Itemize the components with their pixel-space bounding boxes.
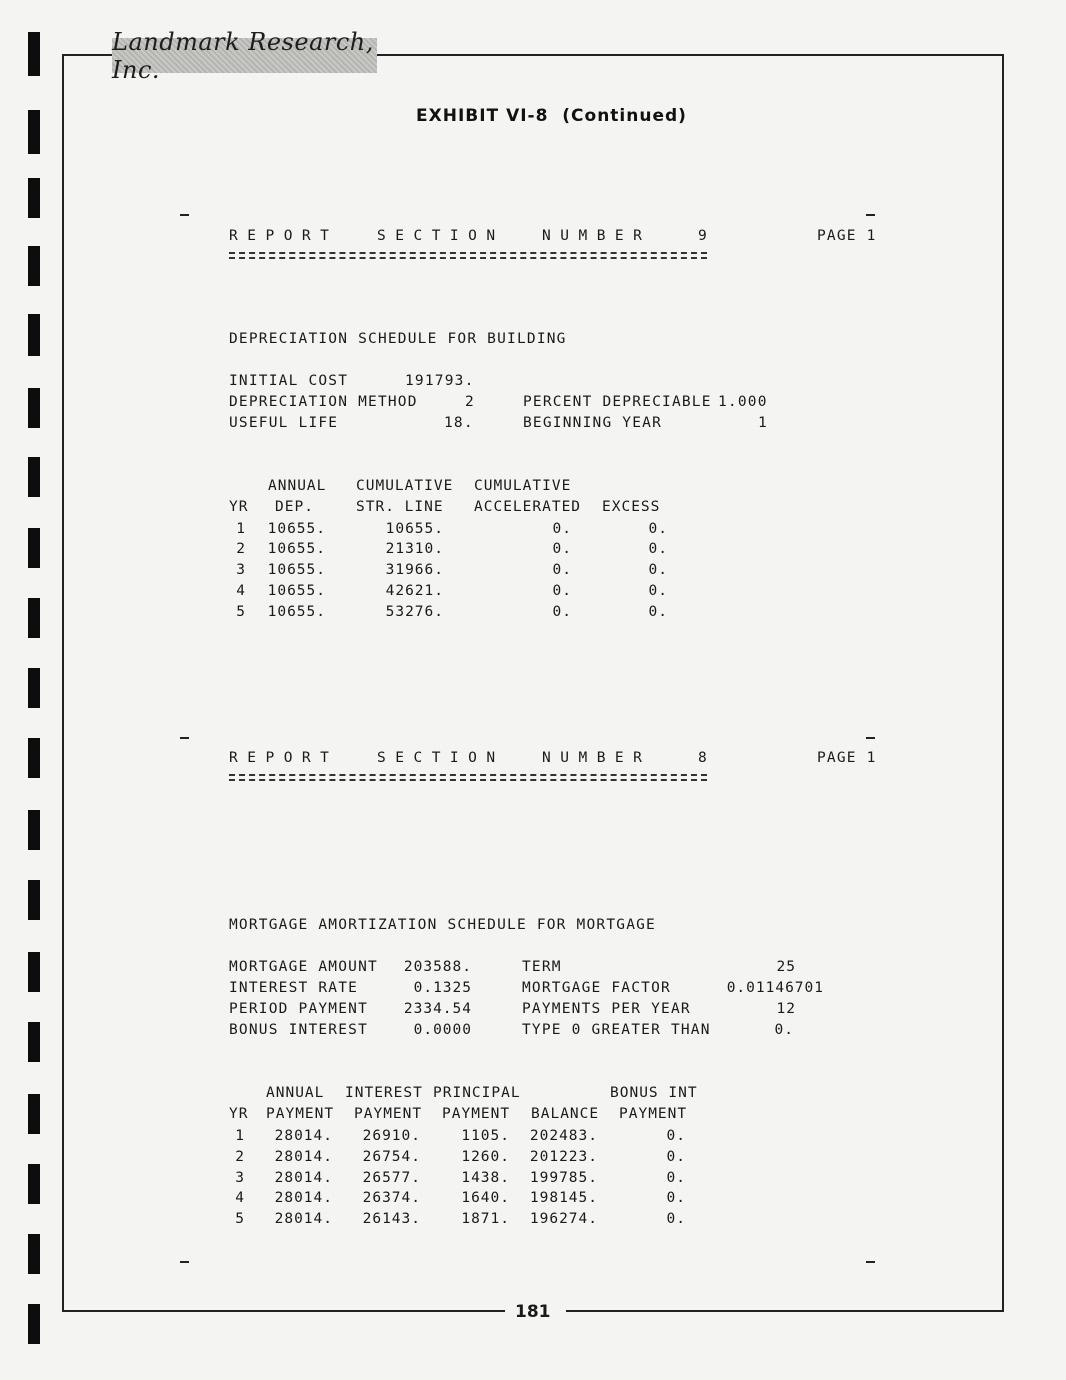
double-rule — [229, 252, 707, 259]
binder-edge — [0, 0, 60, 1380]
table-cell: 1105. — [461, 1128, 510, 1144]
tick-mark — [866, 214, 875, 216]
table-cell: 3 — [236, 562, 246, 578]
dep-method-label: DEPRECIATION METHOD — [229, 394, 418, 410]
number-label: NUMBER — [542, 228, 652, 244]
initial-cost-value: 191793. — [405, 373, 475, 389]
section-label: SECTION — [377, 750, 505, 766]
table-cell: 198145. — [529, 1190, 598, 1206]
col-header: PAYMENT — [442, 1106, 511, 1122]
type-value: 0. — [774, 1022, 794, 1038]
col-header: PAYMENT — [619, 1106, 688, 1122]
tick-mark — [180, 737, 189, 739]
table-cell: 31966. — [385, 562, 444, 578]
frame-rule-right — [566, 1310, 1004, 1312]
table-cell: 28014. — [274, 1128, 333, 1144]
mortgage-factor-value: 0.01146701 — [726, 980, 824, 996]
table-cell: 26577. — [362, 1170, 421, 1186]
mortgage-factor-label: MORTGAGE FACTOR — [522, 980, 671, 996]
company-logo — [112, 27, 377, 84]
table-cell: 0. — [648, 541, 668, 557]
tick-mark — [180, 214, 189, 216]
table-cell: 3 — [235, 1170, 245, 1186]
col-header: ANNUAL — [266, 1085, 325, 1101]
table-cell: 0. — [666, 1170, 686, 1186]
table-cell: 53276. — [385, 604, 444, 620]
col-header: DEP. — [275, 499, 314, 515]
interest-rate-value: 0.1325 — [413, 980, 472, 996]
section-number: 8 — [698, 750, 708, 766]
bonus-interest-label: BONUS INTEREST — [229, 1022, 369, 1038]
col-header: STR. LINE — [356, 499, 444, 515]
table-cell: 4 — [236, 583, 246, 599]
table-cell: 0. — [666, 1211, 686, 1227]
beginning-year-value: 1 — [758, 415, 768, 431]
table-cell: 10655. — [267, 604, 326, 620]
col-header: CUMULATIVE — [356, 478, 454, 494]
table-cell: 0. — [552, 521, 572, 537]
table-cell: 202483. — [529, 1128, 598, 1144]
schedule-title: MORTGAGE AMORTIZATION SCHEDULE FOR MORTGAGE — [229, 917, 656, 933]
table-cell: 26910. — [362, 1128, 421, 1144]
table-cell: 1640. — [461, 1190, 510, 1206]
table-cell: 0. — [666, 1190, 686, 1206]
section-label: SECTION — [377, 228, 505, 244]
beginning-year-label: BEGINNING YEAR — [523, 415, 663, 431]
table-cell: 1438. — [461, 1170, 510, 1186]
table-cell: 0. — [666, 1149, 686, 1165]
bonus-interest-value: 0.0000 — [413, 1022, 472, 1038]
table-cell: 26374. — [362, 1190, 421, 1206]
table-cell: 42621. — [385, 583, 444, 599]
col-header: PAYMENT — [354, 1106, 423, 1122]
col-header: PRINCIPAL — [433, 1085, 521, 1101]
percent-dep-value: 1.000 — [718, 394, 768, 410]
col-header: BALANCE — [531, 1106, 600, 1122]
tick-mark — [866, 1261, 875, 1263]
table-cell: 10655. — [267, 541, 326, 557]
table-cell: 4 — [235, 1190, 245, 1206]
page-number: 181 — [515, 1302, 551, 1322]
table-cell: 5 — [236, 604, 246, 620]
section-number: 9 — [698, 228, 708, 244]
table-cell: 0. — [648, 604, 668, 620]
table-cell: 28014. — [274, 1149, 333, 1165]
table-cell: 2 — [235, 1149, 245, 1165]
table-cell: 10655. — [267, 562, 326, 578]
payments-per-year-value: 12 — [776, 1001, 796, 1017]
schedule-title: DEPRECIATION SCHEDULE FOR BUILDING — [229, 331, 567, 347]
exhibit-title: EXHIBIT VI-8 (Continued) — [416, 106, 687, 126]
table-cell: 5 — [235, 1211, 245, 1227]
table-cell: 199785. — [529, 1170, 598, 1186]
table-cell: 2 — [236, 541, 246, 557]
number-label: NUMBER — [542, 750, 652, 766]
col-header: CUMULATIVE — [474, 478, 572, 494]
col-header: YR — [229, 499, 249, 515]
table-cell: 10655. — [267, 521, 326, 537]
table-cell: 21310. — [385, 541, 444, 557]
table-cell: 10655. — [385, 521, 444, 537]
payments-per-year-label: PAYMENTS PER YEAR — [522, 1001, 691, 1017]
logo-text: Landmark Research, Inc. — [112, 27, 374, 84]
col-header: ANNUAL — [268, 478, 327, 494]
double-rule — [229, 774, 707, 781]
tick-mark — [180, 1261, 189, 1263]
report-label: REPORT — [229, 228, 339, 244]
table-cell: 201223. — [529, 1149, 598, 1165]
col-header: ACCELERATED — [474, 499, 582, 515]
col-header: PAYMENT — [266, 1106, 335, 1122]
table-cell: 0. — [648, 521, 668, 537]
table-cell: 0. — [552, 541, 572, 557]
table-cell: 0. — [648, 562, 668, 578]
period-payment-value: 2334.54 — [403, 1001, 472, 1017]
col-header: INTEREST — [345, 1085, 423, 1101]
table-cell: 28014. — [274, 1190, 333, 1206]
table-cell: 1 — [235, 1128, 245, 1144]
table-cell: 0. — [648, 583, 668, 599]
col-header: YR — [229, 1106, 249, 1122]
term-label: TERM — [522, 959, 562, 975]
table-cell: 26754. — [362, 1149, 421, 1165]
table-cell: 26143. — [362, 1211, 421, 1227]
col-header: EXCESS — [602, 499, 661, 515]
term-value: 25 — [776, 959, 796, 975]
interest-rate-label: INTEREST RATE — [229, 980, 359, 996]
initial-cost-label: INITIAL COST — [229, 373, 349, 389]
type-label: TYPE 0 GREATER THAN — [522, 1022, 711, 1038]
table-cell: 1 — [236, 521, 246, 537]
table-cell: 1871. — [461, 1211, 510, 1227]
table-cell: 0. — [552, 562, 572, 578]
useful-life-value: 18. — [444, 415, 474, 431]
frame-rule-left — [62, 1310, 505, 1312]
report-label: REPORT — [229, 750, 339, 766]
useful-life-label: USEFUL LIFE — [229, 415, 339, 431]
table-cell: 0. — [552, 604, 572, 620]
tick-mark — [866, 737, 875, 739]
table-cell: 196274. — [529, 1211, 598, 1227]
table-cell: 28014. — [274, 1170, 333, 1186]
table-cell: 1260. — [461, 1149, 510, 1165]
table-cell: 0. — [552, 583, 572, 599]
period-payment-label: PERIOD PAYMENT — [229, 1001, 369, 1017]
mortgage-amount-label: MORTGAGE AMOUNT — [229, 959, 378, 975]
table-cell: 10655. — [267, 583, 326, 599]
page-label: PAGE 1 — [817, 750, 877, 766]
table-cell: 28014. — [274, 1211, 333, 1227]
table-cell: 0. — [666, 1128, 686, 1144]
page-label: PAGE 1 — [817, 228, 877, 244]
mortgage-amount-value: 203588. — [403, 959, 472, 975]
col-header: BONUS INT — [610, 1085, 698, 1101]
percent-dep-label: PERCENT DEPRECIABLE — [523, 394, 712, 410]
dep-method-value: 2 — [465, 394, 475, 410]
